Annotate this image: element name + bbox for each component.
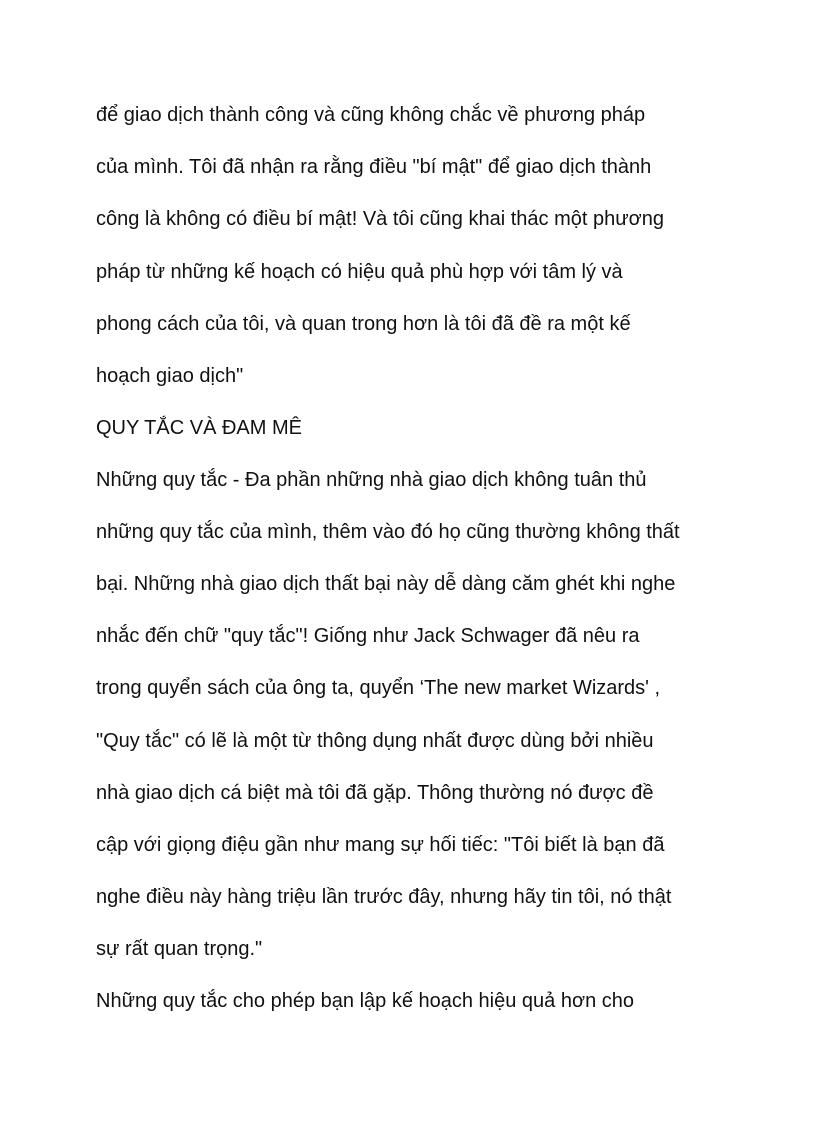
text-line: "Quy tắc" có lẽ là một từ thông dụng nhất được dùng bởi nhiều <box>96 730 654 752</box>
text-line: của mình. Tôi đã nhận ra rằng điều "bí mật" để giao dịch thành <box>96 156 652 178</box>
text-line: sự rất quan trọng." <box>96 938 263 960</box>
text-line: công là không có điều bí mật! Và tôi cũng khai thác một phương <box>96 208 664 230</box>
text-line: trong quyển sách của ông ta, quyển ‘The new market Wizards' , <box>96 677 661 699</box>
text-line: phong cách của tôi, và quan trong hơn là tôi đã đề ra một kế <box>96 313 631 335</box>
text-line: hoạch giao dịch" <box>96 365 244 387</box>
section-heading: QUY TẮC VÀ ĐAM MÊ <box>96 417 302 439</box>
text-line: nhà giao dịch cá biệt mà tôi đã gặp. Thông thường nó được đề <box>96 782 654 804</box>
text-line: cập với giọng điệu gần như mang sự hối tiếc: "Tôi biết là bạn đã <box>96 834 665 856</box>
text-line: những quy tắc của mình, thêm vào đó họ cũng thường không thất <box>96 521 680 543</box>
text-line: bại. Những nhà giao dịch thất bại này dễ dàng căm ghét khi nghe <box>96 573 676 595</box>
text-line: nhắc đến chữ "quy tắc"! Giống như Jack Schwager đã nêu ra <box>96 625 640 647</box>
text-line: Những quy tắc - Đa phần những nhà giao dịch không tuân thủ <box>96 469 647 491</box>
text-line: Những quy tắc cho phép bạn lập kế hoạch hiệu quả hơn cho <box>96 990 635 1012</box>
text-line: nghe điều này hàng triệu lần trước đây, nhưng hãy tin tôi, nó thật <box>96 886 672 908</box>
text-line: pháp từ những kế hoạch có hiệu quả phù hợp với tâm lý và <box>96 261 623 283</box>
text-line: để giao dịch thành công và cũng không chắc về phương pháp <box>96 104 646 126</box>
